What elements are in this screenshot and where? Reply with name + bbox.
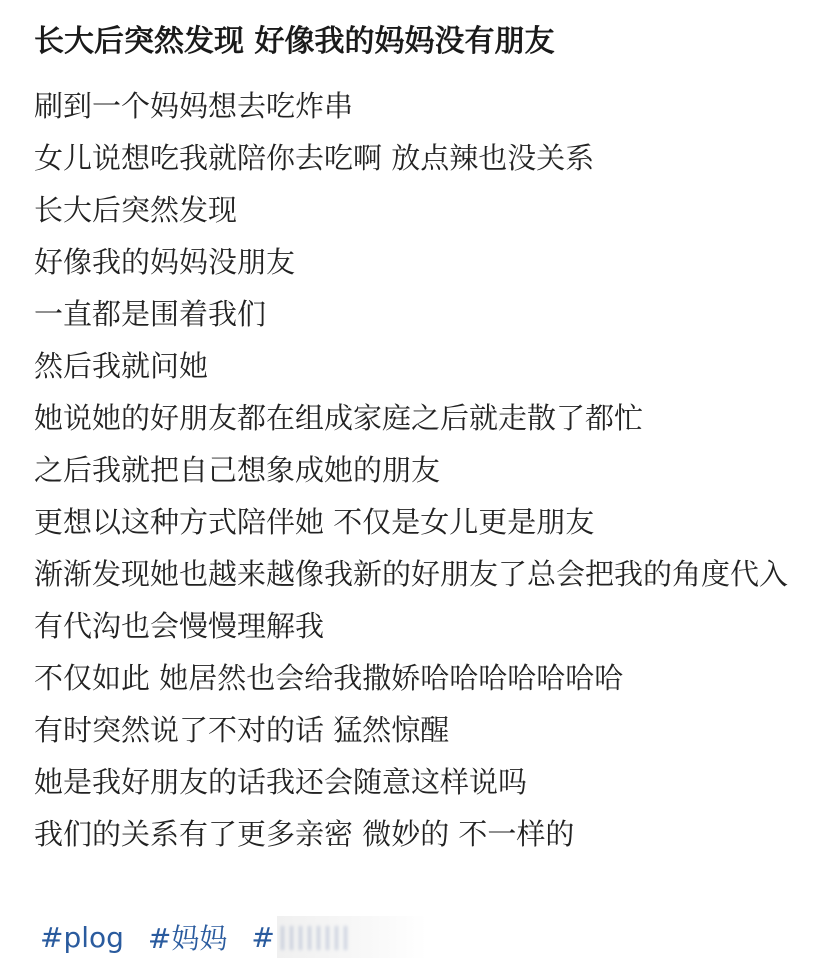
post-line: 女儿说想吃我就陪你去吃啊 放点辣也没关系 [34, 141, 595, 175]
post-line: 刷到一个妈妈想去吃炸串 [34, 89, 354, 123]
post-line: 有时突然说了不对的话 猛然惊醒 [34, 713, 450, 747]
hashtag-plog[interactable]: #plog [40, 920, 124, 954]
post-line: 之后我就把自己想象成她的朋友 [34, 453, 441, 487]
post-body [34, 80, 804, 860]
post-line: 更想以这种方式陪伴她 不仅是女儿更是朋友 [34, 505, 595, 539]
post-line: 她是我好朋友的话我还会随意这样说吗 [34, 765, 528, 799]
hashtag-row [40, 912, 427, 962]
redaction-mask [277, 916, 427, 958]
hashtag-symbol: # [251, 920, 275, 954]
hashtag-redacted[interactable] [251, 916, 426, 958]
post-line: 然后我就问她 [34, 349, 209, 383]
post-line: 渐渐发现她也越来越像我新的好朋友了总会把我的角度代入 [34, 557, 789, 591]
hashtag-mama[interactable]: #妈妈 [147, 922, 228, 955]
post-line: 我们的关系有了更多亲密 微妙的 不一样的 [34, 817, 575, 851]
post-line: 好像我的妈妈没朋友 [34, 245, 296, 279]
post-line: 她说她的好朋友都在组成家庭之后就走散了都忙 [34, 401, 644, 435]
post [34, 16, 804, 860]
post-line: 长大后突然发现 [34, 193, 238, 227]
post-line: 一直都是围着我们 [34, 297, 267, 331]
post-title: 长大后突然发现 好像我的妈妈没有朋友 [34, 24, 555, 59]
post-line: 有代沟也会慢慢理解我 [34, 609, 325, 643]
post-line: 不仅如此 她居然也会给我撒娇哈哈哈哈哈哈哈 [34, 661, 624, 695]
